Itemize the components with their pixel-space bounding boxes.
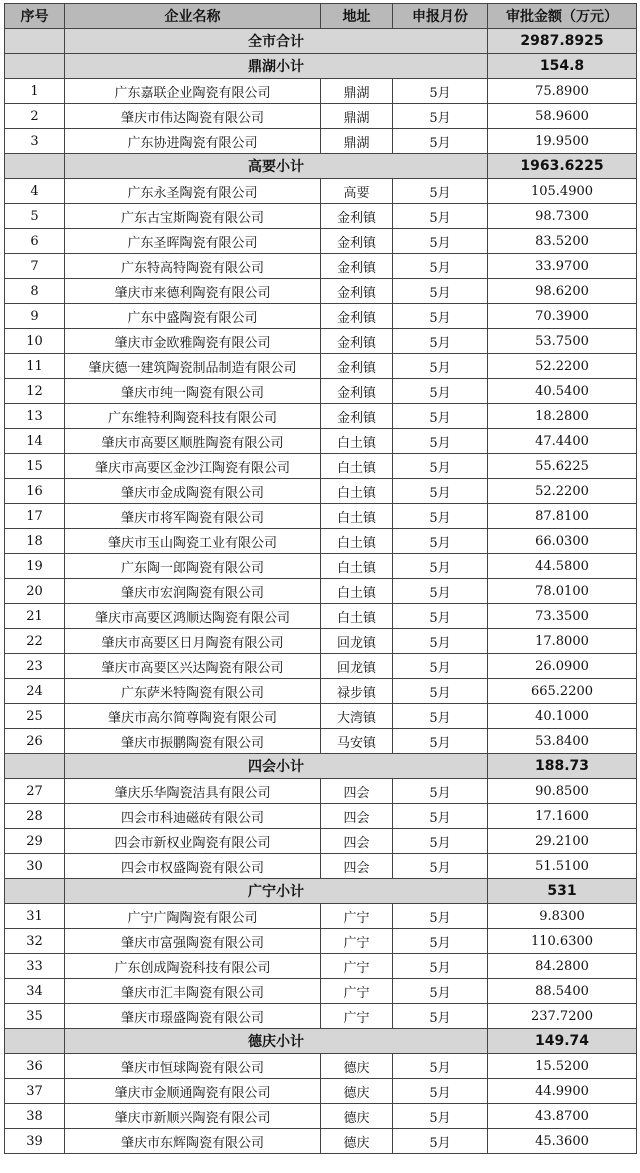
row-index: 34 bbox=[5, 979, 65, 1004]
report-month: 5月 bbox=[393, 604, 488, 629]
row-index: 19 bbox=[5, 554, 65, 579]
row-index: 33 bbox=[5, 954, 65, 979]
row-index: 21 bbox=[5, 604, 65, 629]
row-index: 2 bbox=[5, 104, 65, 129]
address: 禄步镇 bbox=[321, 679, 393, 704]
address: 白土镇 bbox=[321, 479, 393, 504]
address: 德庆 bbox=[321, 1129, 393, 1154]
address: 金利镇 bbox=[321, 404, 393, 429]
company-name: 肇庆市璟盛陶瓷有限公司 bbox=[65, 1004, 321, 1029]
report-month: 5月 bbox=[393, 329, 488, 354]
approved-amount: 110.6300 bbox=[488, 929, 637, 954]
subtotal-amount: 1963.6225 bbox=[488, 154, 637, 179]
approved-amount: 26.0900 bbox=[488, 654, 637, 679]
approved-amount: 53.7500 bbox=[488, 329, 637, 354]
table-row bbox=[5, 204, 637, 229]
address: 德庆 bbox=[321, 1054, 393, 1079]
address: 马安镇 bbox=[321, 729, 393, 754]
table-row bbox=[5, 779, 637, 804]
subtotal-amount: 188.73 bbox=[488, 754, 637, 779]
approved-amount: 29.2100 bbox=[488, 829, 637, 854]
row-index: 32 bbox=[5, 929, 65, 954]
row-index: 38 bbox=[5, 1104, 65, 1129]
table-row bbox=[5, 629, 637, 654]
approved-amount: 43.8700 bbox=[488, 1104, 637, 1129]
approved-amount: 83.5200 bbox=[488, 229, 637, 254]
company-name: 肇庆乐华陶瓷洁具有限公司 bbox=[65, 779, 321, 804]
address: 大湾镇 bbox=[321, 704, 393, 729]
row-index: 8 bbox=[5, 279, 65, 304]
company-name: 肇庆市纯一陶瓷有限公司 bbox=[65, 379, 321, 404]
row-index: 11 bbox=[5, 354, 65, 379]
address: 四会 bbox=[321, 829, 393, 854]
table-row bbox=[5, 479, 637, 504]
subtotal-row bbox=[5, 1029, 637, 1054]
table-row bbox=[5, 979, 637, 1004]
table-row bbox=[5, 604, 637, 629]
company-name: 广东创成陶瓷科技有限公司 bbox=[65, 954, 321, 979]
address: 金利镇 bbox=[321, 304, 393, 329]
table-row bbox=[5, 1129, 637, 1154]
report-month: 5月 bbox=[393, 954, 488, 979]
company-name: 广东萨米特陶瓷有限公司 bbox=[65, 679, 321, 704]
company-name: 肇庆市汇丰陶瓷有限公司 bbox=[65, 979, 321, 1004]
row-index: 5 bbox=[5, 204, 65, 229]
subtotal-row bbox=[5, 154, 637, 179]
approval-table bbox=[4, 3, 637, 1154]
table-row bbox=[5, 929, 637, 954]
approved-amount: 47.4400 bbox=[488, 429, 637, 454]
subtotal-index-cell bbox=[5, 154, 65, 179]
approved-amount: 84.2800 bbox=[488, 954, 637, 979]
row-index: 3 bbox=[5, 129, 65, 154]
header-company-name: 企业名称 bbox=[65, 4, 321, 29]
company-name: 广东特高特陶瓷有限公司 bbox=[65, 254, 321, 279]
row-index: 6 bbox=[5, 229, 65, 254]
report-month: 5月 bbox=[393, 579, 488, 604]
table-row bbox=[5, 804, 637, 829]
address: 金利镇 bbox=[321, 229, 393, 254]
subtotal-index-cell bbox=[5, 54, 65, 79]
address: 白土镇 bbox=[321, 554, 393, 579]
row-index: 20 bbox=[5, 579, 65, 604]
company-name: 肇庆市高尔简尊陶瓷有限公司 bbox=[65, 704, 321, 729]
header-address: 地址 bbox=[321, 4, 393, 29]
row-index: 10 bbox=[5, 329, 65, 354]
company-name: 肇庆市高要区金沙江陶瓷有限公司 bbox=[65, 454, 321, 479]
address: 广宁 bbox=[321, 954, 393, 979]
company-name: 肇庆市高要区顺胜陶瓷有限公司 bbox=[65, 429, 321, 454]
address: 广宁 bbox=[321, 929, 393, 954]
table-row bbox=[5, 529, 637, 554]
address: 四会 bbox=[321, 779, 393, 804]
row-index: 30 bbox=[5, 854, 65, 879]
company-name: 肇庆市振鹏陶瓷有限公司 bbox=[65, 729, 321, 754]
address: 鼎湖 bbox=[321, 104, 393, 129]
approved-amount: 88.5400 bbox=[488, 979, 637, 1004]
report-month: 5月 bbox=[393, 279, 488, 304]
table-row bbox=[5, 104, 637, 129]
address: 广宁 bbox=[321, 979, 393, 1004]
report-month: 5月 bbox=[393, 704, 488, 729]
subtotal-row bbox=[5, 54, 637, 79]
report-month: 5月 bbox=[393, 854, 488, 879]
company-name: 肇庆市玉山陶瓷工业有限公司 bbox=[65, 529, 321, 554]
row-index: 12 bbox=[5, 379, 65, 404]
company-name: 肇庆市高要区日月陶瓷有限公司 bbox=[65, 629, 321, 654]
report-month: 5月 bbox=[393, 1129, 488, 1154]
address: 金利镇 bbox=[321, 329, 393, 354]
company-name: 肇庆市金顺通陶瓷有限公司 bbox=[65, 1079, 321, 1104]
address: 金利镇 bbox=[321, 254, 393, 279]
company-name: 肇庆市富强陶瓷有限公司 bbox=[65, 929, 321, 954]
table-row bbox=[5, 554, 637, 579]
report-month: 5月 bbox=[393, 929, 488, 954]
approved-amount: 19.9500 bbox=[488, 129, 637, 154]
address: 广宁 bbox=[321, 904, 393, 929]
row-index: 17 bbox=[5, 504, 65, 529]
approved-amount: 44.9900 bbox=[488, 1079, 637, 1104]
address: 回龙镇 bbox=[321, 629, 393, 654]
address: 回龙镇 bbox=[321, 654, 393, 679]
approved-amount: 9.8300 bbox=[488, 904, 637, 929]
company-name: 四会市科迪磁砖有限公司 bbox=[65, 804, 321, 829]
company-name: 肇庆市宏润陶瓷有限公司 bbox=[65, 579, 321, 604]
company-name: 广东嘉联企业陶瓷有限公司 bbox=[65, 79, 321, 104]
report-month: 5月 bbox=[393, 1054, 488, 1079]
row-index: 26 bbox=[5, 729, 65, 754]
subtotal-index-cell bbox=[5, 879, 65, 904]
report-month: 5月 bbox=[393, 379, 488, 404]
table-row bbox=[5, 79, 637, 104]
table-row bbox=[5, 129, 637, 154]
subtotal-row bbox=[5, 754, 637, 779]
address: 金利镇 bbox=[321, 354, 393, 379]
company-name: 肇庆市来德利陶瓷有限公司 bbox=[65, 279, 321, 304]
subtotal-row bbox=[5, 879, 637, 904]
row-index: 23 bbox=[5, 654, 65, 679]
address: 广宁 bbox=[321, 1004, 393, 1029]
table-row bbox=[5, 229, 637, 254]
company-name: 广东古宝斯陶瓷有限公司 bbox=[65, 204, 321, 229]
subtotal-label: 广宁小计 bbox=[65, 879, 488, 904]
company-name: 肇庆市高要区鸿顺达陶瓷有限公司 bbox=[65, 604, 321, 629]
approved-amount: 18.2800 bbox=[488, 404, 637, 429]
report-month: 5月 bbox=[393, 629, 488, 654]
table-row bbox=[5, 679, 637, 704]
report-month: 5月 bbox=[393, 404, 488, 429]
table-row bbox=[5, 179, 637, 204]
company-name: 广东圣晖陶瓷有限公司 bbox=[65, 229, 321, 254]
company-name: 广宁广陶陶瓷有限公司 bbox=[65, 904, 321, 929]
approved-amount: 98.7300 bbox=[488, 204, 637, 229]
report-month: 5月 bbox=[393, 354, 488, 379]
subtotal-amount: 2987.8925 bbox=[488, 29, 637, 54]
approved-amount: 90.8500 bbox=[488, 779, 637, 804]
subtotal-amount: 154.8 bbox=[488, 54, 637, 79]
address: 白土镇 bbox=[321, 604, 393, 629]
approved-amount: 33.9700 bbox=[488, 254, 637, 279]
company-name: 肇庆市金欧雅陶瓷有限公司 bbox=[65, 329, 321, 354]
report-month: 5月 bbox=[393, 204, 488, 229]
table-row bbox=[5, 1079, 637, 1104]
table-row bbox=[5, 404, 637, 429]
row-index: 25 bbox=[5, 704, 65, 729]
approved-amount: 75.8900 bbox=[488, 79, 637, 104]
address: 四会 bbox=[321, 854, 393, 879]
approved-amount: 17.8000 bbox=[488, 629, 637, 654]
approved-amount: 70.3900 bbox=[488, 304, 637, 329]
address: 金利镇 bbox=[321, 379, 393, 404]
company-name: 肇庆市高要区兴达陶瓷有限公司 bbox=[65, 654, 321, 679]
approved-amount: 17.1600 bbox=[488, 804, 637, 829]
table-body bbox=[5, 29, 637, 1154]
address: 白土镇 bbox=[321, 454, 393, 479]
approved-amount: 40.5400 bbox=[488, 379, 637, 404]
approved-amount: 52.2200 bbox=[488, 479, 637, 504]
subtotal-index-cell bbox=[5, 29, 65, 54]
report-month: 5月 bbox=[393, 304, 488, 329]
approved-amount: 66.0300 bbox=[488, 529, 637, 554]
approved-amount: 105.4900 bbox=[488, 179, 637, 204]
report-month: 5月 bbox=[393, 979, 488, 1004]
header-row bbox=[5, 4, 637, 29]
table-row bbox=[5, 904, 637, 929]
report-month: 5月 bbox=[393, 729, 488, 754]
company-name: 四会市新权业陶瓷有限公司 bbox=[65, 829, 321, 854]
row-index: 29 bbox=[5, 829, 65, 854]
row-index: 24 bbox=[5, 679, 65, 704]
table-row bbox=[5, 829, 637, 854]
approved-amount: 98.6200 bbox=[488, 279, 637, 304]
table-row bbox=[5, 429, 637, 454]
row-index: 18 bbox=[5, 529, 65, 554]
header-amount: 审批金额（万元） bbox=[488, 4, 637, 29]
address: 德庆 bbox=[321, 1079, 393, 1104]
company-name: 广东永圣陶瓷有限公司 bbox=[65, 179, 321, 204]
report-month: 5月 bbox=[393, 1004, 488, 1029]
table-row bbox=[5, 504, 637, 529]
company-name: 四会市权盛陶瓷有限公司 bbox=[65, 854, 321, 879]
table-row bbox=[5, 954, 637, 979]
company-name: 肇庆市东辉陶瓷有限公司 bbox=[65, 1129, 321, 1154]
approved-amount: 40.1000 bbox=[488, 704, 637, 729]
company-name: 肇庆市新顺兴陶瓷有限公司 bbox=[65, 1104, 321, 1129]
approved-amount: 53.8400 bbox=[488, 729, 637, 754]
row-index: 39 bbox=[5, 1129, 65, 1154]
company-name: 肇庆德一建筑陶瓷制品制造有限公司 bbox=[65, 354, 321, 379]
report-month: 5月 bbox=[393, 254, 488, 279]
report-month: 5月 bbox=[393, 454, 488, 479]
approved-amount: 15.5200 bbox=[488, 1054, 637, 1079]
table-row bbox=[5, 279, 637, 304]
approved-amount: 45.3600 bbox=[488, 1129, 637, 1154]
table-row bbox=[5, 1054, 637, 1079]
address: 白土镇 bbox=[321, 529, 393, 554]
report-month: 5月 bbox=[393, 654, 488, 679]
report-month: 5月 bbox=[393, 829, 488, 854]
company-name: 广东中盛陶瓷有限公司 bbox=[65, 304, 321, 329]
approved-amount: 58.9600 bbox=[488, 104, 637, 129]
row-index: 22 bbox=[5, 629, 65, 654]
subtotal-label: 鼎湖小计 bbox=[65, 54, 488, 79]
report-month: 5月 bbox=[393, 429, 488, 454]
row-index: 13 bbox=[5, 404, 65, 429]
subtotal-index-cell bbox=[5, 1029, 65, 1054]
company-name: 肇庆市将军陶瓷有限公司 bbox=[65, 504, 321, 529]
row-index: 28 bbox=[5, 804, 65, 829]
address: 白土镇 bbox=[321, 579, 393, 604]
header-month: 申报月份 bbox=[393, 4, 488, 29]
address: 金利镇 bbox=[321, 279, 393, 304]
approved-amount: 87.8100 bbox=[488, 504, 637, 529]
report-month: 5月 bbox=[393, 179, 488, 204]
table-row bbox=[5, 704, 637, 729]
report-month: 5月 bbox=[393, 229, 488, 254]
row-index: 1 bbox=[5, 79, 65, 104]
approved-amount: 665.2200 bbox=[488, 679, 637, 704]
table-row bbox=[5, 1104, 637, 1129]
row-index: 16 bbox=[5, 479, 65, 504]
table-row bbox=[5, 354, 637, 379]
subtotal-amount: 149.74 bbox=[488, 1029, 637, 1054]
table-row bbox=[5, 304, 637, 329]
company-name: 广东陶一郎陶瓷有限公司 bbox=[65, 554, 321, 579]
row-index: 31 bbox=[5, 904, 65, 929]
company-name: 肇庆市伟达陶瓷有限公司 bbox=[65, 104, 321, 129]
table-row bbox=[5, 254, 637, 279]
subtotal-label: 四会小计 bbox=[65, 754, 488, 779]
row-index: 7 bbox=[5, 254, 65, 279]
report-month: 5月 bbox=[393, 1079, 488, 1104]
company-name: 肇庆市恒球陶瓷有限公司 bbox=[65, 1054, 321, 1079]
address: 德庆 bbox=[321, 1104, 393, 1129]
address: 四会 bbox=[321, 804, 393, 829]
report-month: 5月 bbox=[393, 529, 488, 554]
row-index: 36 bbox=[5, 1054, 65, 1079]
subtotal-label: 德庆小计 bbox=[65, 1029, 488, 1054]
approved-amount: 73.3500 bbox=[488, 604, 637, 629]
table-row bbox=[5, 1004, 637, 1029]
report-month: 5月 bbox=[393, 79, 488, 104]
approved-amount: 78.0100 bbox=[488, 579, 637, 604]
address: 鼎湖 bbox=[321, 79, 393, 104]
row-index: 9 bbox=[5, 304, 65, 329]
address: 金利镇 bbox=[321, 204, 393, 229]
row-index: 4 bbox=[5, 179, 65, 204]
table-row bbox=[5, 854, 637, 879]
report-month: 5月 bbox=[393, 679, 488, 704]
approved-amount: 55.6225 bbox=[488, 454, 637, 479]
address: 高要 bbox=[321, 179, 393, 204]
row-index: 15 bbox=[5, 454, 65, 479]
subtotal-index-cell bbox=[5, 754, 65, 779]
approved-amount: 44.5800 bbox=[488, 554, 637, 579]
company-name: 肇庆市金成陶瓷有限公司 bbox=[65, 479, 321, 504]
address: 白土镇 bbox=[321, 504, 393, 529]
table-row bbox=[5, 329, 637, 354]
report-month: 5月 bbox=[393, 479, 488, 504]
header-index: 序号 bbox=[5, 4, 65, 29]
subtotal-row bbox=[5, 29, 637, 54]
row-index: 37 bbox=[5, 1079, 65, 1104]
report-month: 5月 bbox=[393, 554, 488, 579]
table-row bbox=[5, 379, 637, 404]
company-name: 广东维特利陶瓷科技有限公司 bbox=[65, 404, 321, 429]
company-name: 广东协进陶瓷有限公司 bbox=[65, 129, 321, 154]
row-index: 35 bbox=[5, 1004, 65, 1029]
subtotal-label: 全市合计 bbox=[65, 29, 488, 54]
report-month: 5月 bbox=[393, 104, 488, 129]
row-index: 14 bbox=[5, 429, 65, 454]
subtotal-amount: 531 bbox=[488, 879, 637, 904]
table-row bbox=[5, 454, 637, 479]
report-month: 5月 bbox=[393, 904, 488, 929]
report-month: 5月 bbox=[393, 1104, 488, 1129]
report-month: 5月 bbox=[393, 779, 488, 804]
approved-amount: 237.7200 bbox=[488, 1004, 637, 1029]
approved-amount: 51.5100 bbox=[488, 854, 637, 879]
subtotal-label: 高要小计 bbox=[65, 154, 488, 179]
address: 鼎湖 bbox=[321, 129, 393, 154]
table-row bbox=[5, 654, 637, 679]
report-month: 5月 bbox=[393, 129, 488, 154]
approved-amount: 52.2200 bbox=[488, 354, 637, 379]
report-month: 5月 bbox=[393, 804, 488, 829]
address: 白土镇 bbox=[321, 429, 393, 454]
table-row bbox=[5, 579, 637, 604]
table-row bbox=[5, 729, 637, 754]
row-index: 27 bbox=[5, 779, 65, 804]
report-month: 5月 bbox=[393, 504, 488, 529]
